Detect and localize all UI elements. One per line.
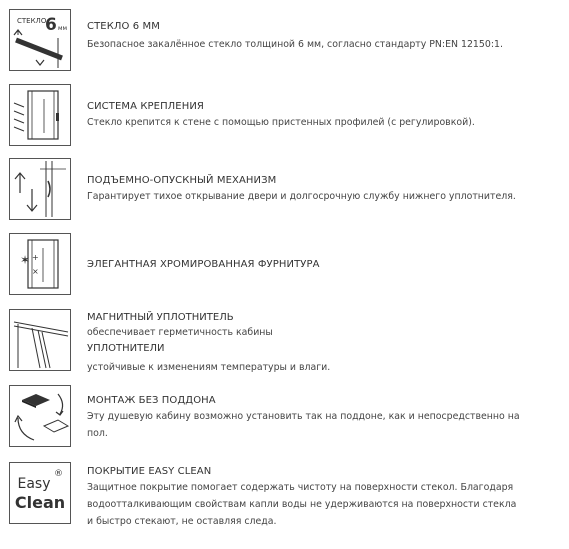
feature-desc-line2: пол. <box>87 428 108 439</box>
easy-clean-line2: Clean <box>14 493 66 512</box>
icon-glass-unit: мм <box>58 25 68 32</box>
magnetic-seal-icon <box>9 309 71 371</box>
feature-desc: обеспечивает герметичность кабины <box>87 327 273 338</box>
feature-title: ЭЛЕГАНТНАЯ ХРОМИРОВАННАЯ ФУРНИТУРА <box>87 259 320 270</box>
icon-glass-number: 6 <box>45 15 57 35</box>
feature-desc-line3: и быстро стекают, не оставляя следа. <box>87 516 277 527</box>
easy-clean-icon <box>9 462 71 524</box>
mounting-system-icon <box>9 84 71 146</box>
feature-desc: Безопасное закалённое стекло толщиной 6 мм, согласно стандарту PN:EN 12150:1. <box>87 39 503 50</box>
feature-subtitle: УПЛОТНИТЕЛИ <box>87 343 165 354</box>
svg-text:+: + <box>32 253 39 262</box>
feature-desc-line1: Защитное покрытие помогает содержать чистоту на поверхности стекол. Благодаря <box>87 482 514 493</box>
registered-mark: ® <box>54 469 63 479</box>
svg-text:×: × <box>32 267 39 276</box>
feature-desc: Стекло крепится к стене с помощью пристенных профилей (с регулировкой). <box>87 117 475 128</box>
no-tray-mounting-icon <box>9 385 71 447</box>
feature-title: ПОКРЫТИЕ EASY CLEAN <box>87 466 212 477</box>
icon-glass-label: СТЕКЛО <box>17 17 47 25</box>
lift-mechanism-icon <box>9 158 71 220</box>
feature-title: СТЕКЛО 6 ММ <box>87 21 160 32</box>
feature-title: МАГНИТНЫЙ УПЛОТНИТЕЛЬ <box>87 312 234 323</box>
chrome-fittings-icon <box>9 233 71 295</box>
feature-title: СИСТЕМА КРЕПЛЕНИЯ <box>87 101 204 112</box>
feature-title: МОНТАЖ БЕЗ ПОДДОНА <box>87 395 216 406</box>
feature-desc-line1: Эту душевую кабину возможно установить так на поддоне, как и непосредственно на <box>87 411 520 422</box>
feature-desc-line2: водоотталкивающим свойствам капли воды не удерживаются на поверхности стекла <box>87 499 517 510</box>
glass-thickness-icon <box>9 9 71 71</box>
feature-desc: Гарантирует тихое открывание двери и долгосрочную службу нижнего уплотнителя. <box>87 191 516 202</box>
svg-text:✶: ✶ <box>20 253 31 267</box>
feature-title: ПОДЪЕМНО-ОПУСКНЫЙ МЕХАНИЗМ <box>87 175 277 186</box>
feature-desc2: устойчивые к изменениям температуры и влаги. <box>87 362 331 373</box>
easy-clean-line1: Easy <box>17 476 51 492</box>
